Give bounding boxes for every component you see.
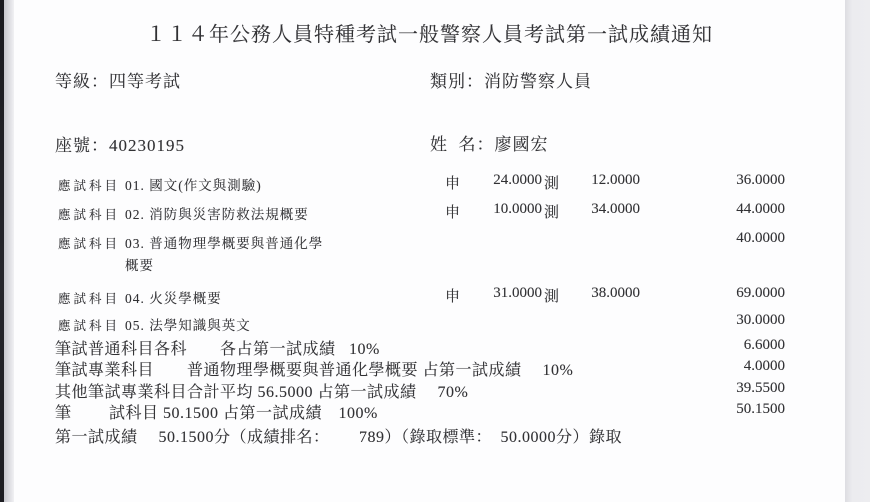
subject-total-score: 40.0000 xyxy=(736,230,785,246)
subject-name-wrap-line: 概要 xyxy=(125,258,154,273)
candidate-name-field: 姓 名：廖國宏 xyxy=(430,135,549,154)
subject-total-score: 30.0000 xyxy=(736,312,785,328)
test-score-label: 測 xyxy=(544,176,560,192)
test-score-value: 34.0000 xyxy=(591,201,640,217)
test-score-value: 12.0000 xyxy=(591,172,640,188)
summary-value: 6.6000 xyxy=(743,337,785,353)
subject-row xyxy=(0,312,870,334)
test-score-label: 測 xyxy=(544,289,560,305)
subject-total-score: 36.0000 xyxy=(736,172,785,188)
subject-row-label: 應試科目 xyxy=(58,208,121,222)
subject-name: 02. 消防與災害防救法規概要 xyxy=(125,207,309,222)
test-score-value: 38.0000 xyxy=(591,285,640,301)
summary-line xyxy=(0,357,870,377)
summary-value: 50.1500 xyxy=(736,401,785,417)
essay-score-label: 申 xyxy=(445,289,461,305)
essay-score-label: 申 xyxy=(445,205,461,221)
summary-text: 其他筆試專業科目合計平均 56.5000 占第一試成績 70% xyxy=(55,384,469,401)
exam-level-field: 等級：四等考試 xyxy=(55,72,181,91)
subject-row-label: 應試科目 xyxy=(58,319,121,333)
essay-score-value: 24.0000 xyxy=(493,172,542,188)
subject-row xyxy=(0,230,870,252)
summary-text: 筆試普通科目各科 各占第一試成績 10% xyxy=(55,341,380,358)
summary-line xyxy=(0,400,870,420)
test-score-label: 測 xyxy=(544,205,560,221)
subject-total-score: 44.0000 xyxy=(736,201,785,217)
summary-value: 4.0000 xyxy=(743,358,785,374)
essay-score-value: 31.0000 xyxy=(493,285,542,301)
summary-text: 筆試專業科目 普通物理學概要與普通化學概要 占第一試成績 10% xyxy=(55,362,574,379)
essay-score-value: 10.0000 xyxy=(493,201,542,217)
document-title: １１４年公務人員特種考試一般警察人員考試第一試成績通知 xyxy=(146,24,713,46)
subject-row-label: 應試科目 xyxy=(58,237,121,251)
summary-text: 筆 試科目 50.1500 占第一試成績 100% xyxy=(55,405,378,422)
subject-row xyxy=(0,285,870,307)
summary-line xyxy=(0,379,870,399)
summary-line xyxy=(0,336,870,356)
subject-name: 03. 普通物理學概要與普通化學 xyxy=(125,236,324,251)
subject-name: 01. 國文(作文與測驗) xyxy=(125,178,262,193)
subject-name: 04. 火災學概要 xyxy=(125,291,222,306)
subject-row xyxy=(0,172,870,194)
subject-row-label: 應試科目 xyxy=(58,292,121,306)
first-stage-result-line: 第一試成績 50.1500分（成績排名： 789）（錄取標準： 50.0000分）錄取 xyxy=(55,429,623,446)
essay-score-label: 申 xyxy=(445,176,461,192)
seat-number-field: 座號：40230195 xyxy=(55,136,185,155)
summary-value: 39.5500 xyxy=(736,380,785,396)
exam-category-field: 類別：消防警察人員 xyxy=(430,72,592,91)
subject-row xyxy=(0,201,870,223)
subject-name: 05. 法學知識與英文 xyxy=(125,318,251,333)
subject-row-label: 應試科目 xyxy=(58,179,121,193)
subject-total-score: 69.0000 xyxy=(736,285,785,301)
